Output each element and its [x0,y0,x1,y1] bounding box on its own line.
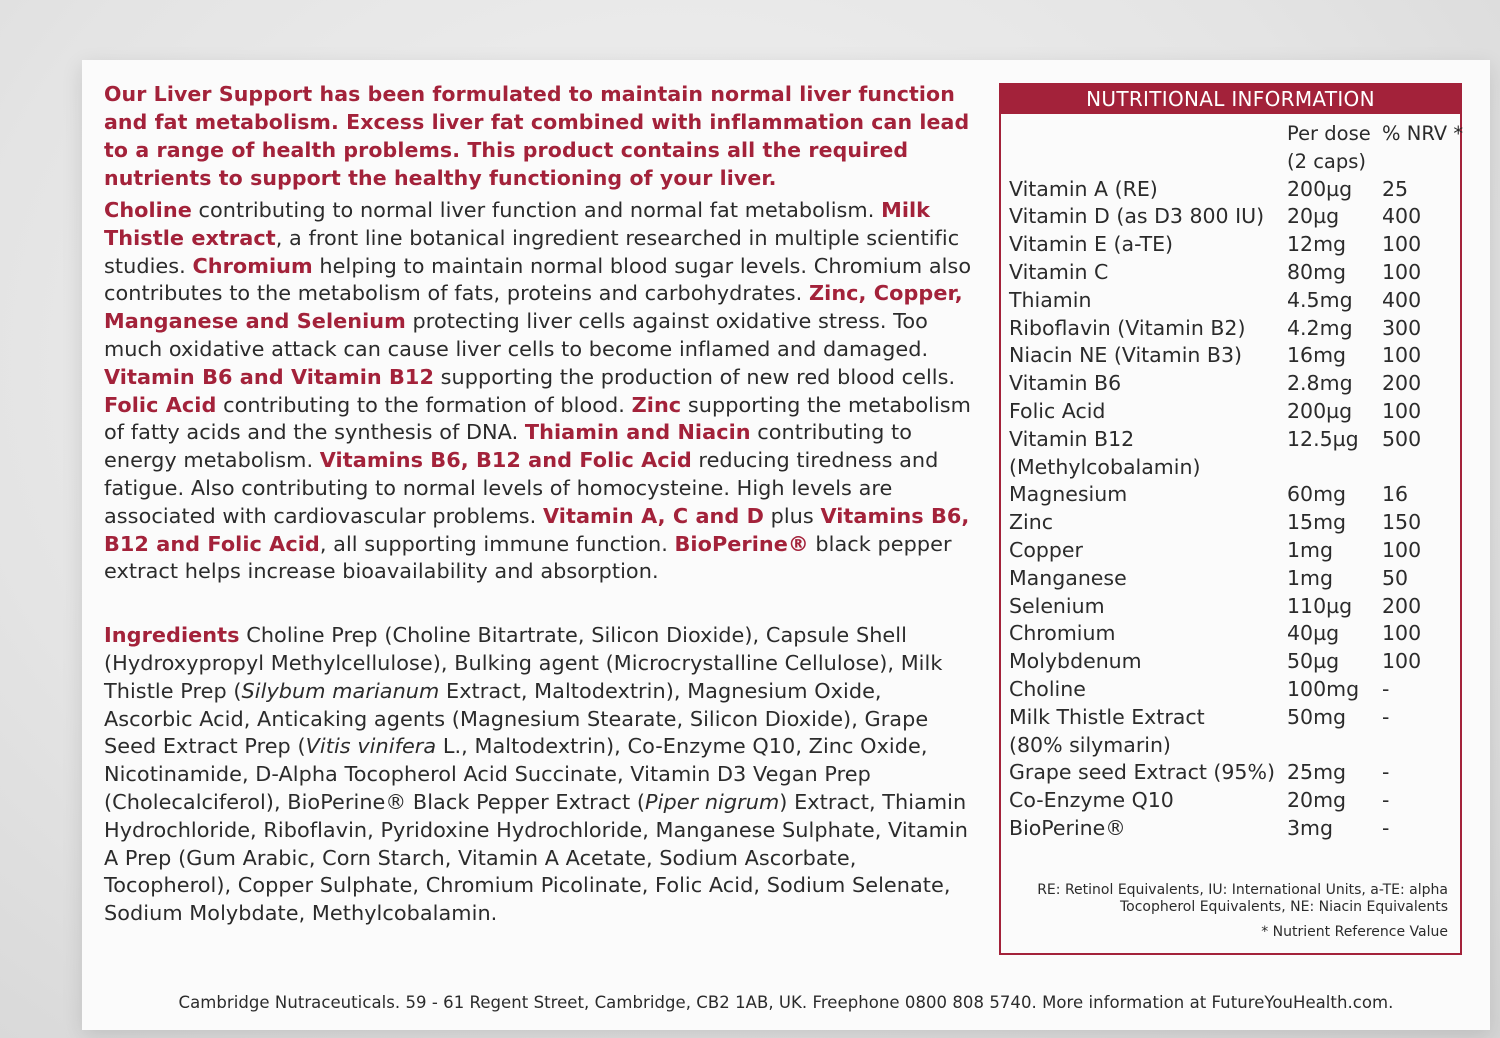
table-row [1009,287,1459,315]
benefit-text: supporting the metabolism of fatty acids and the synthesis of DNA. [104,392,971,445]
per-dose-header: Per dose [1287,122,1371,145]
nutrient-name: Selenium [1009,593,1105,618]
nutrient-name: Thiamin [1009,287,1092,312]
nutrient-nrv: 50 [1382,565,1409,590]
nutrient-nrv: - [1382,676,1390,701]
nutrient-nrv [1382,454,1459,482]
table-row [1009,704,1459,732]
benefit-highlight: Vitamin A, C and D [543,503,764,528]
nutrient-name: Folic Acid [1009,398,1106,423]
nutrient-name: BioPerine® [1009,815,1126,840]
ingredients-text [104,622,974,928]
table-header-row [1009,148,1459,176]
abbreviations-note: Tocopherol Equivalents, NE: Niacin Equivalents [1119,899,1448,915]
intro-text: Our Liver Support has been formulated to maintain normal liver function and fat metabolism. Excess liver fat combined with inflammation can lead to a range of health problems. This product contains all the required nutrients to support the healthy functioning of your liver. [104,82,970,190]
nutrient-dose: 2.8mg [1287,371,1353,396]
nutrient-dose: 200µg [1287,176,1353,201]
nutrient-dose: 50mg [1287,704,1347,729]
nutrient-name: Molybdenum [1009,649,1142,674]
nutrient-name: Vitamin B6 [1009,371,1122,396]
nutrient-nrv: 150 [1382,510,1422,535]
table-row [1009,259,1459,287]
nutrient-nrv: 300 [1382,315,1422,340]
nutrient-dose [1287,732,1382,760]
benefit-text: supporting the production of new red blood cells. [433,364,956,389]
nutrient-dose: 1mg [1287,565,1334,590]
benefit-highlight: Folic Acid [104,392,217,417]
nutrient-nrv [1382,732,1459,760]
table-row [1009,176,1459,204]
nutrient-dose: 15mg [1287,510,1347,535]
ingredients-latin-name: Vitis vinifera [305,734,437,759]
nutrient-dose: 16mg [1287,343,1347,368]
table-row [1009,787,1459,815]
abbreviations-note: RE: Retinol Equivalents, IU: International Units, a-TE: alpha [1037,882,1448,898]
nutrient-name: Manganese [1009,565,1127,590]
nutrient-dose: 200µg [1287,398,1353,423]
benefit-highlight: Thiamin and Niacin [524,420,751,445]
nutrient-nrv: 16 [1382,482,1409,507]
nutrient-name: Magnesium [1009,482,1128,507]
nutrient-dose: 60mg [1287,482,1347,507]
nutrient-dose: 4.2mg [1287,315,1353,340]
table-row [1009,398,1459,426]
benefit-text: contributing to energy metabolism. [104,420,913,473]
ingredients-latin-name: Silybum marianum [241,678,440,703]
nutrient-nrv: - [1382,815,1390,840]
nutrient-nrv: 100 [1382,259,1422,284]
table-row [1009,732,1459,760]
nutrient-nrv: 100 [1382,621,1422,646]
table-row [1009,315,1459,343]
benefit-text: contributing to normal liver function and normal fat metabolism. [191,198,882,222]
nutrient-dose: 1mg [1287,537,1334,562]
benefit-highlight: Choline [104,198,192,222]
table-row [1009,481,1459,509]
nutrient-dose: 3mg [1287,815,1334,840]
benefit-text: plus [763,503,821,528]
nutrient-nrv: - [1382,760,1390,785]
nutrient-dose: 110µg [1287,593,1353,618]
nutrient-dose: 40µg [1287,621,1340,646]
nutrient-name: Vitamin E (a-TE) [1009,232,1174,257]
table-row [1009,648,1459,676]
table-row [1009,676,1459,704]
table-row [1009,370,1459,398]
nutrient-name: Chromium [1009,621,1116,646]
table-row [1009,426,1459,454]
nutrient-name: (Methylcobalamin) [1009,454,1201,479]
nutrient-nrv: 500 [1382,426,1422,451]
benefit-text: helping to maintain normal blood sugar levels. Chromium also contributes to the metabolism of fats, proteins and carbohydrates. [104,253,972,306]
nutrient-name: Vitamin A (RE) [1009,176,1158,201]
table-row [1009,815,1459,843]
ingredients-part: Choline Prep (Choline Bitartrate, Silicon Dioxide), Capsule Shell (Hydroxypropyl Methylcellulose), Bulking agent (Microcrystalline Cellulose), Milk Thistle Prep ( [104,623,943,703]
nutrient-dose: 12.5µg [1287,426,1359,451]
nutrient-name: Niacin NE (Vitamin B3) [1009,343,1243,368]
nutrient-nrv: 100 [1382,537,1422,562]
benefit-highlight: Zinc [631,392,682,417]
ingredients-part: Extract, Maltodextrin), Magnesium Oxide, Ascorbic Acid, Anticaking agents (Magnesium Stearate, Silicon Dioxide), Grape Seed Extract Prep ( [104,678,929,759]
nutrient-dose: 20µg [1287,204,1340,229]
nutrient-name: Grape seed Extract (95%) [1009,760,1275,785]
benefit-highlight: BioPerine® [674,531,809,556]
table-row [1009,203,1459,231]
nutrient-name: Zinc [1009,510,1054,535]
benefit-highlight: Milk Thistle extract [104,198,931,250]
table-notes [1008,882,1448,941]
benefit-text: protecting liver cells against oxidative stress. Too much oxidative attack can cause liver cells to become inflamed and damaged. [104,309,929,361]
table-row [1009,620,1459,648]
nutrient-nrv: 25 [1382,176,1409,201]
nutrient-dose: 4.5mg [1287,287,1353,312]
nutrient-nrv: 100 [1382,232,1422,257]
benefits-text [104,197,974,586]
nutrient-dose [1287,454,1382,482]
nutrient-name: Riboflavin (Vitamin B2) [1009,315,1246,340]
nutrient-nrv: 400 [1382,204,1422,229]
nutrient-name: Choline [1009,676,1086,701]
nutrient-nrv: 100 [1382,343,1422,368]
nutrient-dose: 12mg [1287,232,1347,257]
nutrient-name: Vitamin C [1009,259,1109,284]
nutrient-nrv: 100 [1382,398,1422,423]
benefit-text: , a front line botanical ingredient researched in multiple scientific studies. [104,225,960,278]
table-row [1009,593,1459,621]
nrv-footnote: * Nutrient Reference Value [1261,924,1448,940]
table-row [1009,565,1459,593]
table-row [1009,537,1459,565]
nutrient-name: (80% silymarin) [1009,732,1171,757]
table-header-row [1009,120,1464,148]
nutrition-panel [999,83,1462,955]
nutrient-nrv: 200 [1382,371,1422,396]
nutrient-dose: 25mg [1287,760,1347,785]
nutrient-dose: 20mg [1287,788,1347,813]
table-row [1009,759,1459,787]
company-footer: Cambridge Nutraceuticals. 59 - 61 Regent Street, Cambridge, CB2 1AB, UK. Freephone 0800 808 5740. More information at FutureYouHealth.com. [178,993,1394,1012]
benefit-highlight: Zinc, Copper, Manganese and Selenium [104,281,963,334]
nutrient-nrv: - [1382,704,1390,729]
table-row [1009,231,1459,259]
ingredients-label: Ingredients [104,623,240,648]
nutrient-name: Milk Thistle Extract [1009,704,1205,729]
benefit-highlight: Vitamin B6 and Vitamin B12 [104,364,434,389]
benefit-text: reducing tiredness and fatigue. Also contributing to normal levels of homocysteine. High levels are associated with cardiovascular problems. [104,448,939,528]
table-row [1009,342,1459,370]
benefit-highlight: Chromium [192,253,313,278]
nutrient-name: Co-Enzyme Q10 [1009,788,1174,813]
benefit-text: black pepper extract helps increase bioavailability and absorption. [104,531,952,584]
benefit-text: , all supporting immune function. [319,531,675,556]
ingredients-part: ) Extract, Thiamin Hydrochloride, Riboflavin, Pyridoxine Hydrochloride, Manganese Sulphate, Vitamin A Prep (Gum Arabic, Corn Starch, Vitamin A Acetate, Sodium Ascorbate, Tocopherol), Copper Sulphate, Chromium Picolinate, Folic Acid, Sodium Selenate, Sodium Molybdate, Methylcobalamin. [104,789,969,926]
nutrition-title: NUTRITIONAL INFORMATION [1001,85,1460,114]
nutrient-dose: 50µg [1287,649,1340,674]
nrv-header: % NRV * [1382,122,1464,145]
benefit-highlight: Vitamins B6, B12 and Folic Acid [104,503,970,556]
nutrient-name: Copper [1009,537,1083,562]
nutrient-nrv: 100 [1382,649,1422,674]
benefit-highlight: Vitamins B6, B12 and Folic Acid [319,448,692,473]
nutrient-dose: 80mg [1287,259,1347,284]
ingredients-part: L., Maltodextrin), Co-Enzyme Q10, Zinc Oxide, Nicotinamide, D-Alpha Tocopherol Acid Succinate, Vitamin D3 Vegan Prep (Cholecalciferol), BioPerine® Black Pepper Extract ( [104,734,928,814]
table-row [1009,454,1459,482]
nutrient-name: Vitamin D (as D3 800 IU) [1009,204,1265,229]
per-dose-subheader: (2 caps) [1287,149,1367,173]
ingredients-latin-name: Piper nigrum [645,789,780,814]
benefit-text: contributing to the formation of blood. [216,392,632,417]
nutrition-table [1009,120,1464,843]
nutrient-nrv: - [1382,788,1390,813]
table-row [1009,509,1459,537]
nutrient-nrv: 400 [1382,287,1422,312]
description-column [104,80,974,928]
nutrient-dose: 100mg [1287,676,1360,701]
nutrient-name: Vitamin B12 [1009,426,1135,451]
nutrient-nrv: 200 [1382,593,1422,618]
